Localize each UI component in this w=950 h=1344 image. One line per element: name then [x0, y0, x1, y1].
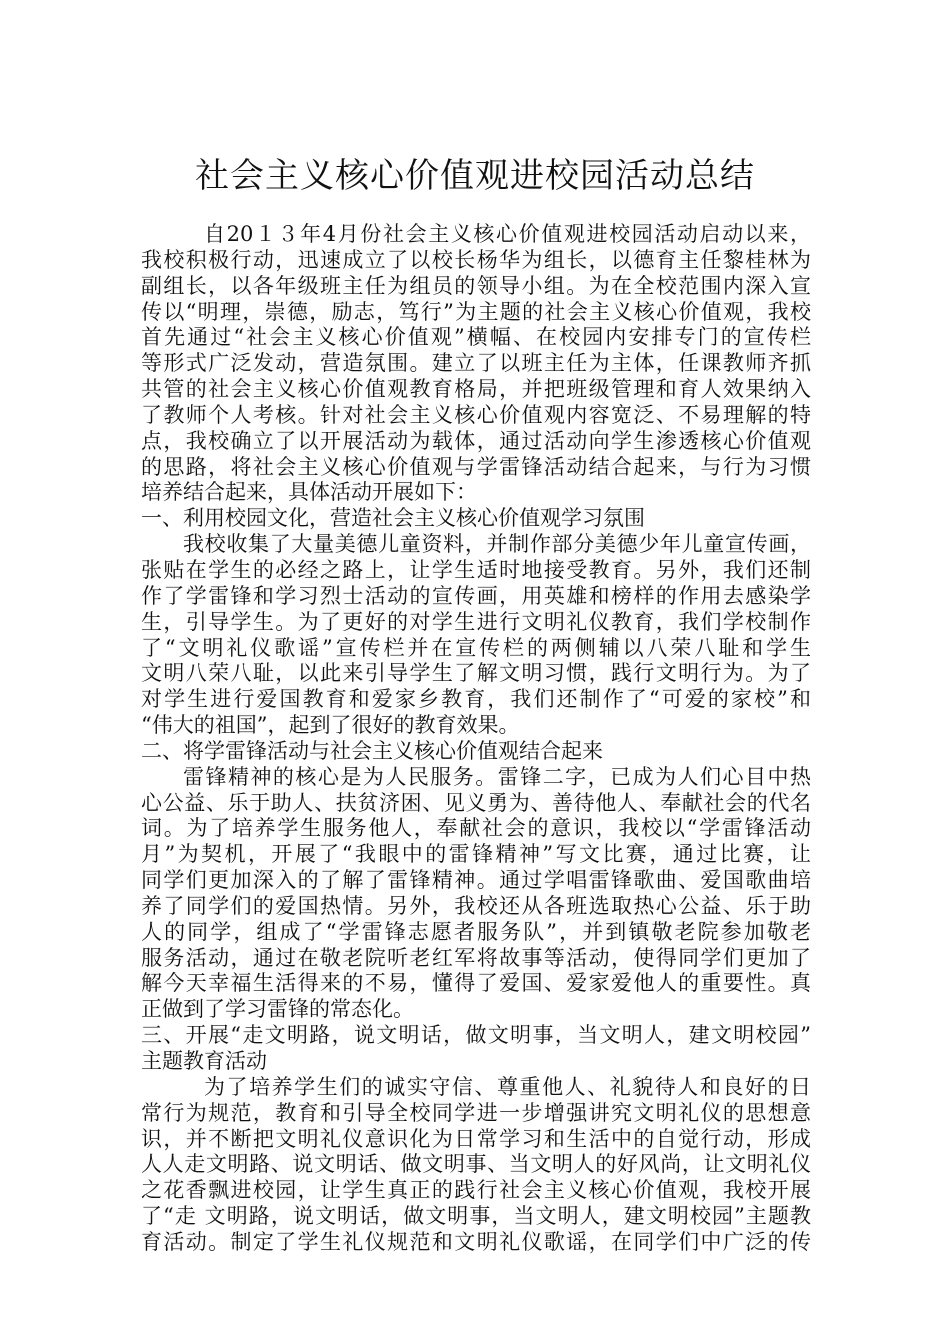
text-line: 服务活动，通过在敬老院听老红军将故事等活动，使得同学们更加了	[141, 945, 811, 970]
text-line: 共管的社会主义核心价值观教育格局，并把班级管理和育人效果纳入	[141, 377, 811, 402]
text-line: 养了同学们的爱国热情。另外，我校还从各班选取热心公益、乐于助	[141, 893, 811, 918]
section-heading: 三、开展“走文明路，说文明话，做文明事，当文明人，建文明校园”	[141, 1023, 811, 1048]
text-line: 了“走 文明路，说文明话，做文明事，当文明人，建文明校园”主题教	[141, 1204, 811, 1229]
text-line: 识，并不断把文明礼仪意识化为日常学习和生活中的自觉行动，形成	[141, 1126, 811, 1151]
text-line: 培养结合起来，具体活动开展如下：	[141, 480, 477, 505]
section-heading: 主题教育活动	[141, 1049, 267, 1073]
text-line: 为了培养学生们的诚实守信、尊重他人、礼貌待人和良好的日	[204, 1074, 811, 1099]
text-line: 解今天幸福生活得来的不易，懂得了爱国、爱家爱他人的重要性。真	[141, 971, 811, 996]
text-line: 点，我校确立了以开展活动为载体，通过活动向学生渗透核心价值观	[141, 428, 811, 453]
document-title: 社会主义核心价值观进校园活动总结	[195, 156, 755, 196]
text-line: 的思路，将社会主义核心价值观与学雷锋活动结合起来，与行为习惯	[141, 454, 811, 479]
text-line: 人的同学，组成了“学雷锋志愿者服务队”，并到镇敬老院参加敬老	[141, 919, 811, 944]
text-line: 对学生进行爱国教育和爱家乡教育，我们还制作了“可爱的家校”和	[141, 687, 811, 712]
text-line: 月”为契机，开展了“我眼中的雷锋精神”写文比赛，通过比赛，让	[141, 842, 811, 867]
text-line: 心公益、乐于助人、扶贫济困、见义勇为、善待他人、奉献社会的代名	[141, 790, 811, 815]
text-line: 人人走文明路、说文明话、做文明事、当文明人的好风尚，让文明礼仪	[141, 1152, 811, 1177]
text-line: 生，引导学生。为了更好的对学生进行文明礼仪教育，我们学校制作	[141, 609, 811, 634]
text-line: 等形式广泛发动，营造氛围。建立了以班主任为主体，任课教师齐抓	[141, 351, 811, 376]
text-line: 作了学雷锋和学习烈士活动的宣传画，用英雄和榜样的作用去感染学	[141, 583, 811, 608]
text-line: 同学们更加深入的了解了雷锋精神。通过学唱雷锋歌曲、爱国歌曲培	[141, 868, 811, 893]
section-heading: 一、利用校园文化，营造社会主义核心价值观学习氛围	[141, 506, 645, 531]
text-line: 育活动。制定了学生礼仪规范和文明礼仪歌谣，在同学们中广泛的传	[141, 1229, 811, 1254]
text-line: 副组长，以各年级班主任为组员的领导小组。为在全校范围内深入宣	[141, 273, 811, 298]
text-line: 张贴在学生的必经之路上，让学生适时地接受教育。另外，我们还制	[141, 557, 811, 582]
document-body	[141, 222, 811, 1256]
text-line: 正做到了学习雷锋的常态化。	[141, 997, 414, 1022]
text-line: 传以“明理，崇德，励志，笃行”为主题的社会主义核心价值观，我校	[141, 299, 811, 324]
text-line: 了“文明礼仪歌谣”宣传栏并在宣传栏的两侧辅以八荣八耻和学生	[141, 635, 811, 660]
text-line: 自20１３年4月份社会主义核心价值观进校园活动启动以来，	[204, 222, 811, 246]
text-line: 了教师个人考核。针对社会主义核心价值观内容宽泛、不易理解的特	[141, 402, 811, 427]
section-heading: 二、将学雷锋活动与社会主义核心价值观结合起来	[141, 738, 603, 763]
text-line: 首先通过“社会主义核心价值观”横幅、在校园内安排专门的宣传栏	[141, 325, 811, 350]
text-line: 雷锋精神的核心是为人民服务。雷锋二字，已成为人们心目中热	[183, 764, 811, 789]
text-line: 文明八荣八耻，以此来引导学生了解文明习惯，践行文明行为。为了	[141, 661, 811, 686]
text-line: 词。为了培养学生服务他人，奉献社会的意识，我校以“学雷锋活动	[141, 816, 811, 841]
text-line: 之花香飘进校园，让学生真正的践行社会主义核心价值观，我校开展	[141, 1178, 811, 1203]
text-line: “伟大的祖国”，起到了很好的教育效果。	[141, 713, 520, 738]
text-line: 常行为规范，教育和引导全校同学进一步增强讲究文明礼仪的思想意	[141, 1100, 811, 1125]
text-line: 我校收集了大量美德儿童资料，并制作部分美德少年儿童宣传画，	[183, 532, 811, 557]
text-line: 我校积极行动，迅速成立了以校长杨华为组长，以德育主任黎桂林为	[141, 247, 811, 272]
